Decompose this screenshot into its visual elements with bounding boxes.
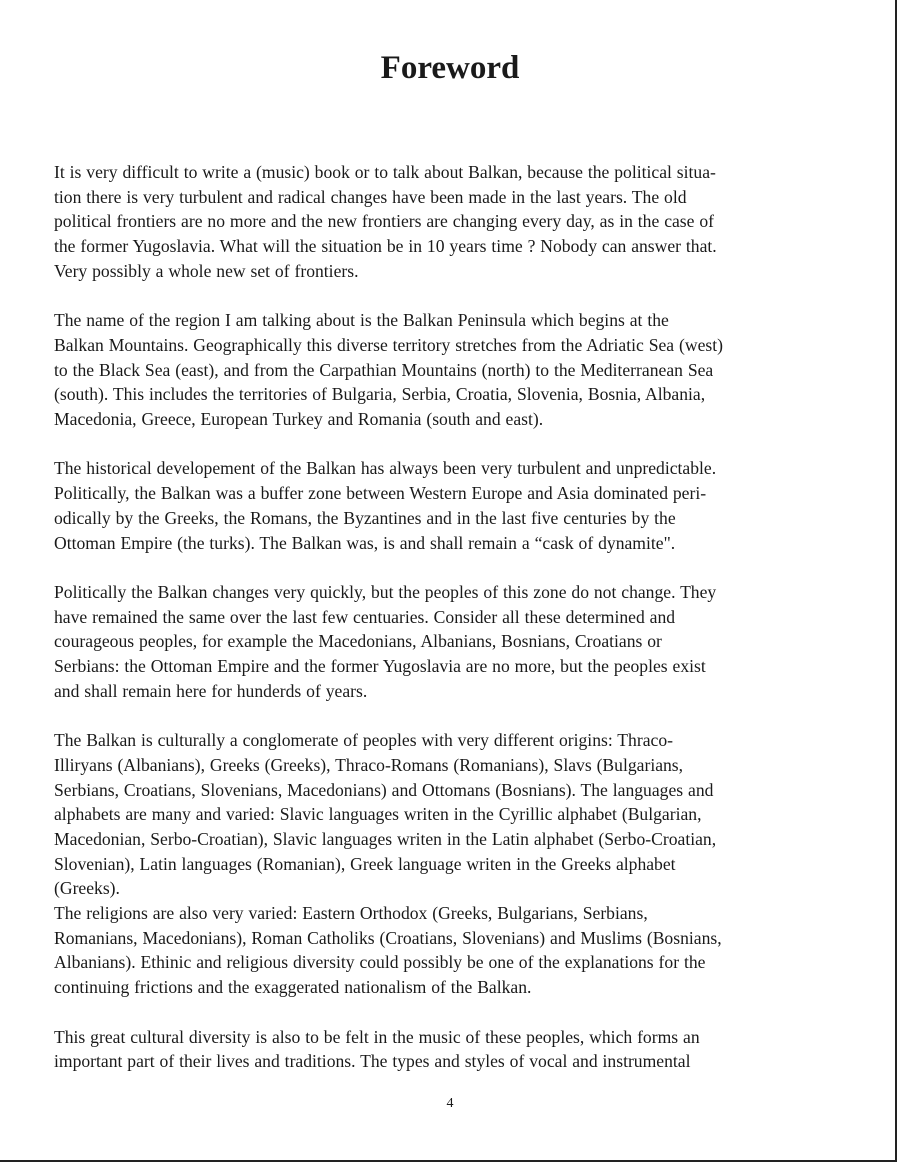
text-line: Illiryans (Albanians), Greeks (Greeks), Thraco-Romans (Romanians), Slavs (Bulgarians, [54, 754, 684, 775]
text-line: tion there is very turbulent and radical changes have been made in the last years. The old [54, 186, 687, 207]
text-line: the former Yugoslavia. What will the situation be in 10 years time ? Nobody can answer that. [54, 236, 717, 257]
text-line: Very possibly a whole new set of frontiers. [54, 260, 359, 281]
text-line: important part of their lives and traditions. The types and styles of vocal and instrumental [54, 1051, 691, 1072]
text-line: have remained the same over the last few centuaries. Consider all these determined and [54, 606, 676, 627]
paragraph-political-situation [54, 160, 846, 284]
text-line: alphabets are many and varied: Slavic languages writen in the Cyrillic alphabet (Bulgarian, [54, 804, 702, 825]
text-line: Albanians). Ethinic and religious diversity could possibly be one of the explanations for the [54, 952, 706, 973]
text-line: The Balkan is culturally a conglomerate of peoples with very different origins: Thraco- [54, 730, 673, 751]
page-title: Foreword [380, 50, 520, 86]
text-line: It is very difficult to write a (music) book or to talk about Balkan, because the political situa- [54, 162, 716, 182]
text-line: The historical developement of the Balkan has always been very turbulent and unpredictable. [54, 458, 717, 479]
text-line: Serbians: the Ottoman Empire and the former Yugoslavia are no more, but the peoples exist [54, 656, 706, 677]
text-line: Balkan Mountains. Geographically this diverse territory stretches from the Adriatic Sea (west) [54, 334, 723, 355]
text-line: continuing frictions and the exaggerated nationalism of the Balkan. [54, 977, 532, 998]
paragraph-religions [54, 901, 846, 1000]
text-line: Ottoman Empire (the turks). The Balkan was, is and shall remain a “cask of dynamite". [54, 532, 676, 553]
text-line: odically by the Greeks, the Romans, the Byzantines and in the last five centuries by the [54, 507, 676, 528]
text-line: political frontiers are no more and the new frontiers are changing every day, as in the case of [54, 211, 715, 232]
text-line: This great cultural diversity is also to be felt in the music of these peoples, which forms an [54, 1026, 700, 1047]
paragraph-cultural-diversity-music [54, 1025, 846, 1074]
text-line: (south). This includes the territories of Bulgaria, Serbia, Croatia, Slovenia, Bosnia, Albania, [54, 384, 706, 405]
text-line: and shall remain here for hunderds of years. [54, 680, 368, 701]
text-line: Macedonian, Serbo-Croatian), Slavic languages writen in the Latin alphabet (Serbo-Croatian, [54, 828, 717, 849]
text-line: Politically the Balkan changes very quickly, but the peoples of this zone do not change. They [54, 581, 717, 602]
page-number: 4 [446, 1096, 454, 1111]
text-line: Politically, the Balkan was a buffer zone between Western Europe and Asia dominated peri- [54, 483, 707, 504]
text-line: Macedonia, Greece, European Turkey and Romania (south and east). [54, 409, 544, 430]
text-line: courageous peoples, for example the Macedonians, Albanians, Bosnians, Croatians or [54, 631, 662, 652]
text-line: to the Black Sea (east), and from the Carpathian Mountains (north) to the Mediterranean Sea [54, 359, 714, 380]
paragraph-historical-development [54, 456, 846, 555]
text-line: Slovenian), Latin languages (Romanian), Greek language writen in the Greeks alphabet [54, 853, 676, 874]
document-body [54, 160, 846, 1074]
text-line: (Greeks). [54, 878, 120, 899]
paragraph-peoples [54, 580, 846, 704]
paragraph-cultural-conglomerate [54, 728, 846, 901]
text-line: Serbians, Croatians, Slovenians, Macedonians) and Ottomans (Bosnians). The languages and [54, 779, 714, 800]
text-line: Romanians, Macedonians), Roman Catholiks (Croatians, Slovenians) and Muslims (Bosnians, [54, 927, 722, 948]
text-line: The name of the region I am talking about is the Balkan Peninsula which begins at the [54, 310, 669, 331]
paragraph-region-name [54, 308, 846, 432]
text-line: The religions are also very varied: Eastern Orthodox (Greeks, Bulgarians, Serbians, [54, 903, 648, 924]
